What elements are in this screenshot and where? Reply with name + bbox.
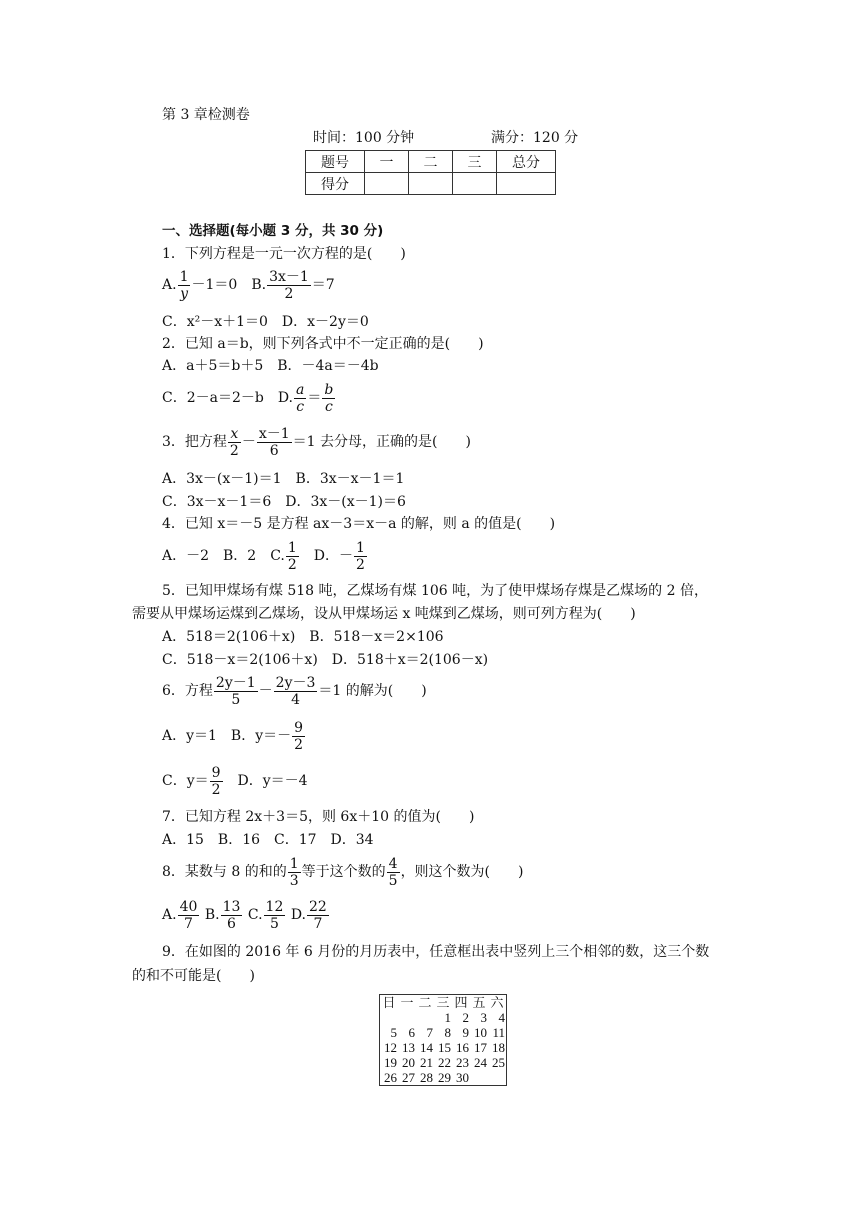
q7-stem: 7．已知方程 2x＋3＝5，则 6x＋10 的值为( ) xyxy=(162,809,475,825)
day-cell: 18 xyxy=(492,1040,505,1055)
weekday-cell: 日 xyxy=(382,995,396,1010)
score-table-header-row xyxy=(306,151,556,173)
q7-options: A．15 B．16 C．17 D．34 xyxy=(162,832,374,848)
day-cell xyxy=(470,1070,488,1086)
score-blank-cell xyxy=(365,173,409,195)
q5-options-cd: C．518－x＝2(106＋x) D．518＋x＝2(106－x) xyxy=(162,652,489,668)
day-cell xyxy=(398,1010,416,1025)
q3-fraction-2: $\frac{x-1}{6}$ xyxy=(258,425,290,459)
day-cell: 8 xyxy=(444,1025,451,1040)
day-cell: 27 xyxy=(402,1070,415,1085)
q4-stem: 4．已知 x＝－5 是方程 ax－3＝x－a 的解，则 a 的值是( ) xyxy=(162,516,556,532)
day-cell: 25 xyxy=(492,1055,505,1070)
q1-a-fraction: $\frac{1}{y}$ xyxy=(179,268,189,302)
q3-fraction-1: $\frac{x}{2}$ xyxy=(229,425,239,459)
weekday-cell: 四 xyxy=(454,995,468,1010)
weekday-cell: 五 xyxy=(472,995,486,1010)
day-cell: 1 xyxy=(444,1010,451,1025)
day-cell: 9 xyxy=(462,1025,469,1040)
q6-fraction-1: $\frac{2y-1}{5}$ xyxy=(215,674,256,708)
day-cell: 11 xyxy=(492,1025,505,1040)
day-cell: 10 xyxy=(474,1025,487,1040)
day-cell: 14 xyxy=(420,1040,433,1055)
score-table-score-row xyxy=(306,173,556,195)
q6-options-ab: A．y＝1 B．y＝－ $\frac{9}{2}$ xyxy=(162,719,304,753)
q6-fraction-2: $\frac{2y-3}{4}$ xyxy=(275,674,316,708)
day-cell xyxy=(416,1010,434,1025)
q2-options-ab: A．a＋5＝b＋5 B．－4a＝－4b xyxy=(162,358,379,374)
q2-stem: 2．已知 a＝b，则下列各式中不一定正确的是( ) xyxy=(162,336,484,352)
q6-c-fraction: $\frac{9}{2}$ xyxy=(211,764,221,798)
q1-options-ab: A. $\frac{1}{y}$ －1＝0 B. $\frac{3x-1}{2}$ ＝7 xyxy=(162,268,335,302)
q8-a-fraction: $\frac{40}{7}$ xyxy=(179,898,198,932)
day-cell: 19 xyxy=(384,1055,397,1070)
q4-c-fraction: $\frac{1}{2}$ xyxy=(287,539,297,573)
day-cell: 13 xyxy=(402,1040,415,1055)
day-cell: 6 xyxy=(408,1025,415,1040)
day-cell: 22 xyxy=(438,1055,451,1070)
q2-options-cd: C．2－a＝2－b D. $\frac{a}{c}$ ＝ $\frac{b}{c}$ xyxy=(162,381,334,415)
q1-stem: 1．下列方程是一元一次方程的是( ) xyxy=(162,246,406,262)
q3-stem: 3．把方程 $\frac{x}{2}$ － $\frac{x-1}{6}$ ＝1 去分母，正确的是( ) xyxy=(162,425,471,459)
q3-options-cd: C．3x－x－1＝6 D．3x－(x－1)＝6 xyxy=(162,494,406,510)
q2-d-fraction-left: $\frac{a}{c}$ xyxy=(296,381,305,415)
day-cell: 24 xyxy=(474,1055,487,1070)
calendar-week-row xyxy=(380,1010,507,1025)
day-cell: 12 xyxy=(384,1040,397,1055)
q8-c-fraction: $\frac{12}{5}$ xyxy=(265,898,284,932)
section-heading: 一、选择题(每小题 3 分，共 30 分) xyxy=(162,223,384,239)
q4-d-fraction: $\frac{1}{2}$ xyxy=(356,539,365,573)
q5-stem-line2: 需要从甲煤场运煤到乙煤场，设从甲煤场运 x 吨煤到乙煤场，则可列方程为( ) xyxy=(132,606,636,622)
day-cell xyxy=(380,1010,399,1025)
q4-options: A．－2 B．2 C. $\frac{1}{2}$ D．－ $\frac{1}{2}$ xyxy=(162,539,365,573)
calendar-week-row xyxy=(380,1040,507,1055)
score-row-label: 得分 xyxy=(306,173,365,195)
score-blank-cell xyxy=(497,173,556,195)
q2-d-fraction-right: $\frac{b}{c}$ xyxy=(324,381,334,415)
time-limit: 时间：100 分钟 xyxy=(313,130,415,146)
day-cell: 16 xyxy=(456,1040,469,1055)
day-cell: 5 xyxy=(390,1025,397,1040)
weekday-cell: 一 xyxy=(400,995,414,1010)
score-header-cell: 总分 xyxy=(497,151,556,173)
june-calendar xyxy=(379,994,507,1086)
document-title: 第 3 章检测卷 xyxy=(162,107,250,123)
day-cell: 15 xyxy=(438,1040,451,1055)
calendar-week-row xyxy=(380,1055,507,1070)
q8-options: A. $\frac{40}{7}$ B. $\frac{13}{6}$ C. $\frac{12}{5}$ D. $\frac{22}{7}$ xyxy=(162,898,327,932)
day-cell: 17 xyxy=(474,1040,487,1055)
q8-d-fraction: $\frac{22}{7}$ xyxy=(309,898,327,932)
day-cell: 28 xyxy=(420,1070,433,1085)
q6-options-cd: C．y＝ $\frac{9}{2}$ D．y＝－4 xyxy=(162,764,308,798)
q8-fraction-1: $\frac{1}{3}$ xyxy=(289,855,299,889)
q1-b-fraction: $\frac{3x-1}{2}$ xyxy=(269,268,309,302)
calendar-week-row xyxy=(380,1025,507,1040)
score-blank-cell xyxy=(453,173,497,195)
q8-stem: 8．某数与 8 的和的 $\frac{1}{3}$ 等于这个数的 $\frac{4}{5}$ ，则这个数为( ) xyxy=(162,855,524,889)
weekday-cell: 六 xyxy=(490,995,504,1010)
score-header-cell: 二 xyxy=(409,151,453,173)
day-cell xyxy=(488,1070,507,1086)
day-cell: 30 xyxy=(456,1070,469,1085)
day-cell: 23 xyxy=(456,1055,469,1070)
q9-stem-line2: 的和不可能是( ) xyxy=(132,968,255,984)
weekday-cell: 三 xyxy=(436,995,450,1010)
score-header-cell: 一 xyxy=(365,151,409,173)
day-cell: 26 xyxy=(384,1070,397,1085)
score-header-cell: 三 xyxy=(453,151,497,173)
q6-stem: 6．方程 $\frac{2y-1}{5}$ － $\frac{2y-3}{4}$ ＝1 的解为( ) xyxy=(162,674,427,708)
day-cell: 29 xyxy=(438,1070,451,1085)
q9-stem-line1: 9．在如图的 2016 年 6 月份的月历表中，任意框出表中竖列上三个相邻的数，这三个数 xyxy=(162,944,710,960)
day-cell: 2 xyxy=(462,1010,469,1025)
score-header-cell: 题号 xyxy=(306,151,365,173)
day-cell: 7 xyxy=(426,1025,433,1040)
day-cell: 4 xyxy=(498,1010,505,1025)
calendar-week-row xyxy=(380,1070,507,1086)
calendar-weekday-row xyxy=(380,995,507,1011)
day-cell: 20 xyxy=(402,1055,415,1070)
weekday-cell: 二 xyxy=(418,995,432,1010)
day-cell: 3 xyxy=(480,1010,487,1025)
q8-fraction-2: $\frac{4}{5}$ xyxy=(388,855,398,889)
score-table xyxy=(305,150,556,195)
q3-options-ab: A．3x－(x－1)＝1 B．3x－x－1＝1 xyxy=(162,471,405,487)
full-score: 满分：120 分 xyxy=(491,130,579,146)
score-blank-cell xyxy=(409,173,453,195)
q8-b-fraction: $\frac{13}{6}$ xyxy=(222,898,241,932)
day-cell: 21 xyxy=(420,1055,433,1070)
q6-b-fraction: $\frac{9}{2}$ xyxy=(294,719,304,753)
q5-options-ab: A．518＝2(106＋x) B．518－x＝2×106 xyxy=(162,629,444,645)
q1-options-cd: C．x²－x＋1＝0 D．x－2y＝0 xyxy=(162,314,369,330)
q5-stem-line1: 5．已知甲煤场有煤 518 吨，乙煤场有煤 106 吨，为了使甲煤场存煤是乙煤场的 2 倍， xyxy=(162,583,708,599)
